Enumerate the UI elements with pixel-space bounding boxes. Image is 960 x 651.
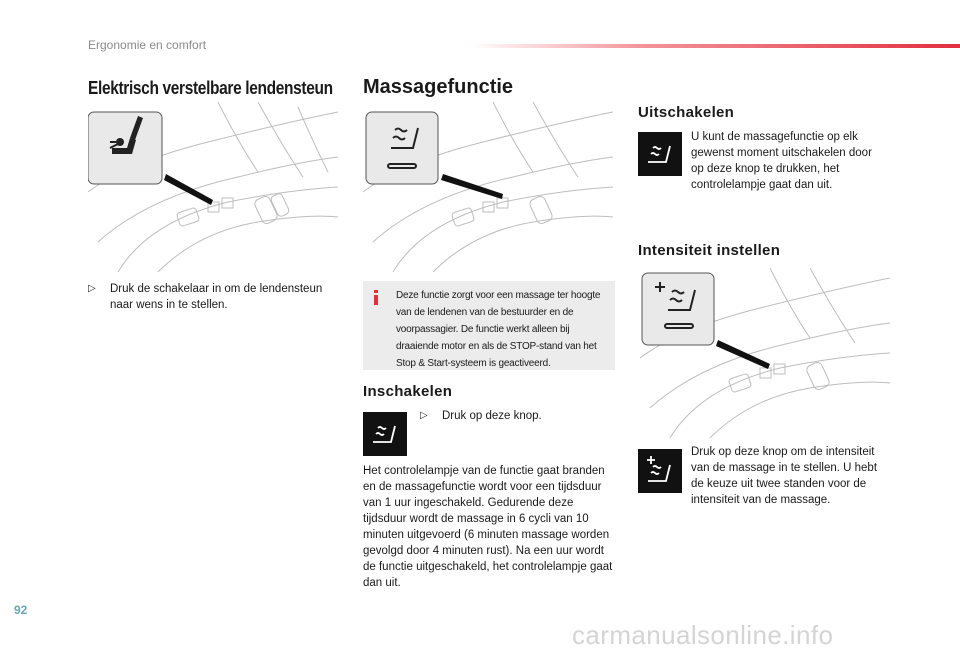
info-icon [374,290,378,304]
on-instruction [420,408,610,424]
off-title: Uitschakelen [638,104,735,121]
lumbar-instruction-text: Druk de schakelaar in om de lendensteun naar wens in te stellen. [110,283,323,311]
on-description: Het controlelampje van de functie gaat branden en de massagefunctie wordt voor een tijdsduur van 1 uur ingeschakeld. Gedurende deze tijdsduur wordt de massage in 6 cycli van 10 minuten uitgevoerd (6 minuten massage worden gevolgd door 4 minuten rust). Na een uur wordt de functie uitgeschakeld, het controlelampje gaat dan uit. [363,465,613,589]
bullet-icon: ▷ [88,283,96,294]
massage-button-icon[interactable] [363,412,407,456]
lumbar-seat-illustration [88,102,343,272]
page-number: 92 [14,603,28,617]
massage-seat-illustration [363,102,618,272]
intensity-description: Druk op deze knop om de intensiteit van de massage in te stellen. U hebt de keuze uit twee standen voor de intensiteit van de massage. [691,446,878,506]
on-title: Inschakelen [363,383,453,400]
massage-title: Massagefunctie [363,76,514,98]
info-text: Deze functie zorgt voor een massage ter hoogte van de lendenen van de bestuurder en de voorpassagier. De functie werkt alleen bij draaiende motor en als de STOP-stand van het Stop & Start-systeem is geactiveerd. [396,290,601,369]
intensity-button-icon[interactable] [638,449,682,493]
intensity-title: Intensiteit instellen [638,242,781,259]
lumbar-instruction [88,281,338,313]
watermark: carmanualsonline.info [572,620,834,650]
on-instruction-text: Druk op deze knop. [442,410,542,422]
section-header: Ergonomie en comfort [88,38,207,52]
intensity-seat-illustration [640,268,895,438]
header-accent-line [470,44,960,48]
off-description: U kunt de massagefunctie op elk gewenst moment uitschakelen door op deze knop te drukken, het controlelampje gaat dan uit. [691,131,872,191]
info-box [363,281,615,370]
bullet-icon: ▷ [420,410,428,421]
massage-off-button-icon[interactable] [638,132,682,176]
lumbar-title: Elektrisch verstelbare lendensteun [88,78,333,98]
